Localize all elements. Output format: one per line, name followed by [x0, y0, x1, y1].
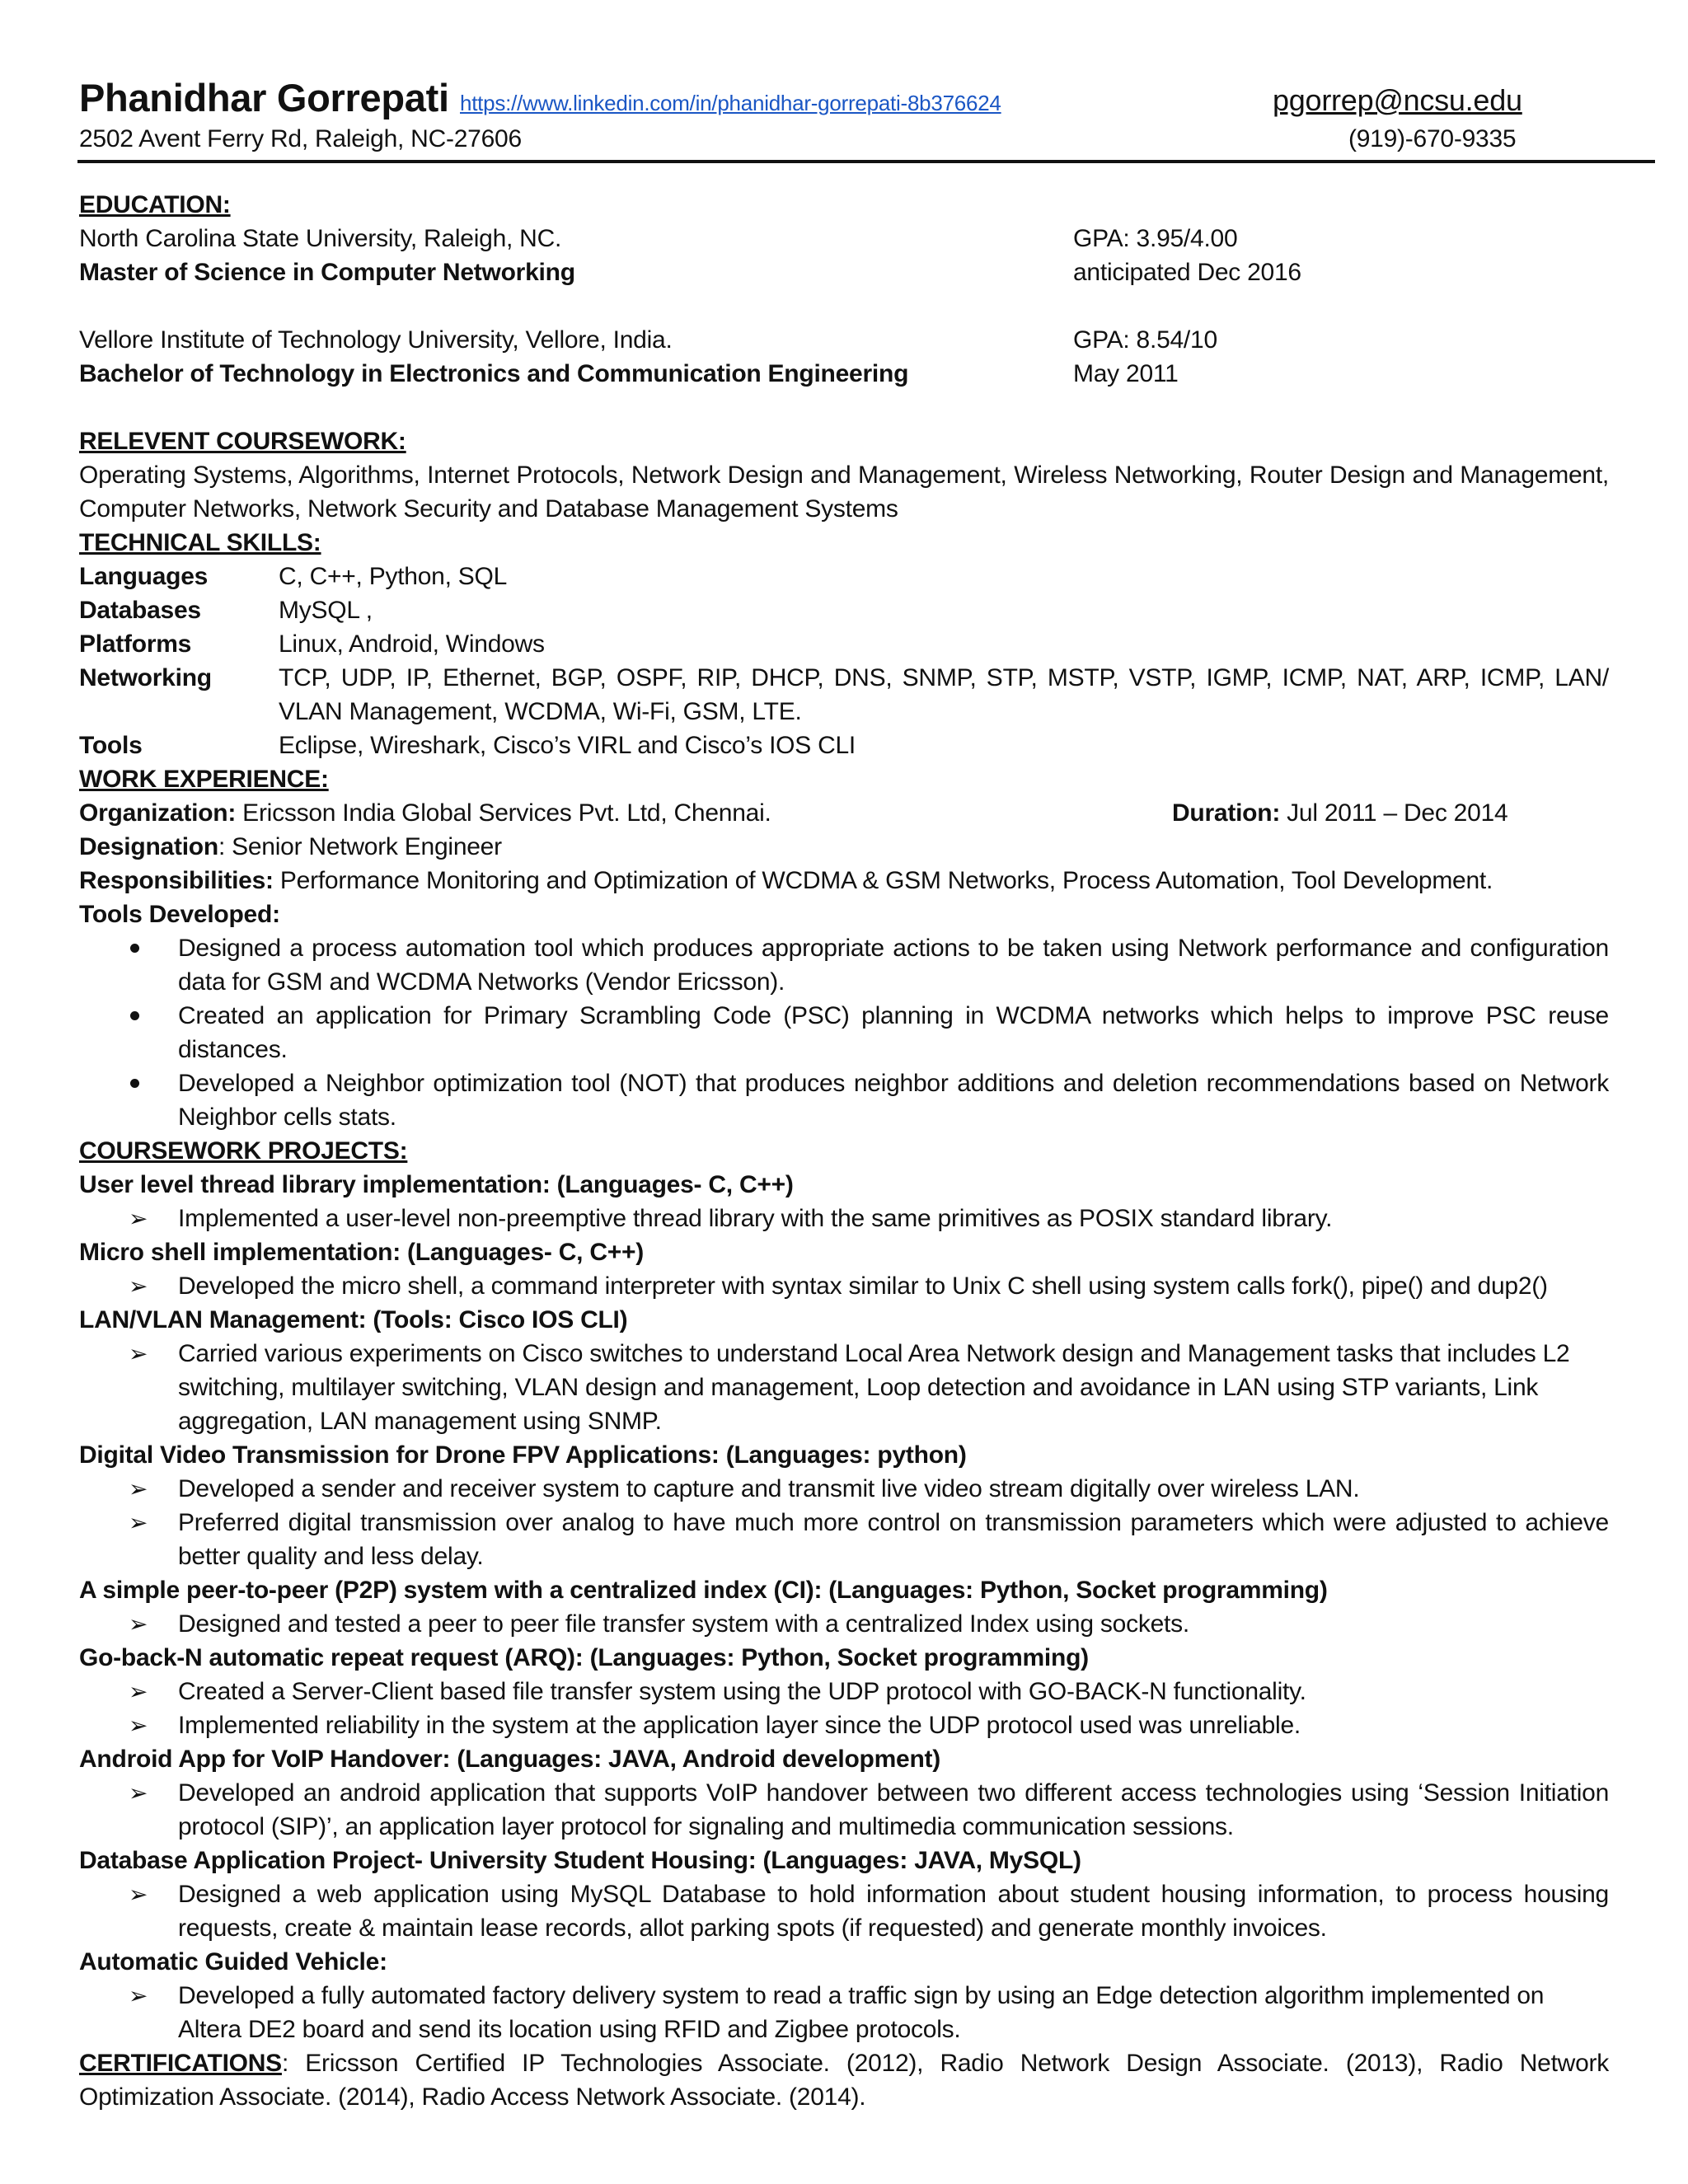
point-text: Preferred digital transmission over analog to have much more control on transmission parameters which were adjusted to achieve better quality and less delay.	[178, 1509, 1609, 1570]
education-section	[79, 188, 1609, 424]
point-text: Created a Server-Client based file transfer system using the UDP protocol with GO-BACK-N functionality.	[178, 1678, 1306, 1705]
skill-key: Tools	[79, 732, 143, 759]
tools-developed-label: Tools Developed:	[79, 901, 280, 928]
bullet-text: Developed a Neighbor optimization tool (NOT) that produces neighbor additions and deletion recommendations based on Network Neighbor cells stats.	[178, 1070, 1609, 1131]
project-points	[79, 1269, 1609, 1303]
email-address[interactable]: pgorrep@ncsu.edu	[1273, 83, 1522, 117]
organization-line	[79, 799, 771, 827]
skill-value: Eclipse, Wireshark, Cisco’s VIRL and Cisco’s IOS CLI	[279, 732, 856, 759]
education-school-row	[79, 323, 1609, 357]
designation-label: Designation	[79, 833, 218, 860]
skill-value: TCP, UDP, IP, Ethernet, BGP, OSPF, RIP, DHCP, DNS, SNMP, STP, MSTP, VSTP, IGMP, ICMP, NAT, ARP, ICMP, LAN/ VLAN Management, WCDMA, Wi-Fi, GSM, LTE.	[279, 664, 1609, 725]
project-points	[79, 1877, 1609, 1945]
point-text: Designed and tested a peer to peer file transfer system with a centralized Index using sockets.	[178, 1610, 1189, 1638]
skill-row	[79, 593, 1609, 627]
candidate-name: Phanidhar Gorrepati	[79, 76, 449, 120]
list-item	[79, 1269, 1609, 1303]
duration-label: Duration:	[1172, 799, 1281, 827]
project-title: Database Application Project- University Student Housing: (Languages: JAVA, MySQL)	[79, 1847, 1081, 1874]
skill-row	[79, 560, 1609, 593]
point-text: Developed an android application that supports VoIP handover between two different access technologies using ‘Session Initiation protocol (SIP)’, an application layer protocol for signaling and multimedia communication sessions.	[178, 1779, 1609, 1840]
list-item	[79, 1066, 1609, 1134]
linkedin-link[interactable]: https://www.linkedin.com/in/phanidhar-gorrepati-8b376624	[460, 91, 1001, 115]
education-degree-row	[79, 255, 1609, 289]
organization-value: Ericsson India Global Services Pvt. Ltd, Chennai.	[236, 799, 771, 827]
school-name: Vellore Institute of Technology University, Vellore, India.	[79, 326, 673, 354]
arrow-bullet-icon: ➢	[129, 1341, 148, 1366]
project-points	[79, 1675, 1609, 1742]
project-title: Go-back-N automatic repeat request (ARQ): (Languages: Python, Socket programming)	[79, 1644, 1089, 1671]
experience-section	[79, 762, 1609, 1134]
degree-name: Bachelor of Technology in Electronics and Communication Engineering	[79, 360, 909, 387]
spacer	[79, 391, 1609, 424]
responsibilities-label: Responsibilities:	[79, 867, 274, 894]
projects-section	[79, 1134, 1609, 2046]
point-text: Implemented reliability in the system at the application layer since the UDP protocol used was unreliable.	[178, 1712, 1301, 1739]
skill-key: Languages	[79, 563, 209, 590]
list-item	[79, 1877, 1609, 1945]
header-top-row	[79, 74, 1609, 122]
bullet-text: Created an application for Primary Scrambling Code (PSC) planning in WCDMA networks which helps to improve PSC reuse distances.	[178, 1002, 1609, 1063]
list-item	[79, 1337, 1609, 1438]
certifications-text: : Ericsson Certified IP Technologies Associate. (2012), Radio Network Design Associate. (2013), Radio Network Optimization Associate. (2014), Radio Access Network Associate. (2014).	[79, 2050, 1609, 2111]
list-item	[79, 1979, 1609, 2046]
arrow-bullet-icon: ➢	[129, 1983, 148, 2008]
postal-address: 2502 Avent Ferry Rd, Raleigh, NC-27606	[79, 125, 522, 152]
responsibilities-value: Performance Monitoring and Optimization of WCDMA & GSM Networks, Process Automation, Tool Development.	[273, 867, 1493, 894]
skill-key: Databases	[79, 597, 201, 624]
school-name: North Carolina State University, Raleigh, NC.	[79, 225, 562, 252]
list-item	[79, 1776, 1609, 1844]
project-points	[79, 1202, 1609, 1235]
point-text: Carried various experiments on Cisco switches to understand Local Area Network design and Management tasks that includes L2 switching, multilayer switching, VLAN design and management, Loop detection and avoidance in LAN using STP variants, Link aggregation, LAN management using SNMP.	[178, 1340, 1570, 1435]
arrow-bullet-icon: ➢	[129, 1611, 148, 1637]
degree-date: anticipated Dec 2016	[1073, 259, 1301, 286]
skill-key: Networking	[79, 664, 212, 691]
project-title: Micro shell implementation: (Languages- C, C++)	[79, 1239, 645, 1266]
certifications-section	[79, 2046, 1609, 2114]
project-points	[79, 1776, 1609, 1844]
project-points	[79, 1979, 1609, 2046]
list-item	[79, 1607, 1609, 1641]
arrow-bullet-icon: ➢	[129, 1679, 148, 1704]
header-bottom-row	[79, 122, 1609, 155]
bullet-text: Designed a process automation tool which produces appropriate actions to be taken using Network performance and configuration data for GSM and WCDMA Networks (Vendor Ericsson).	[178, 935, 1609, 996]
point-text: Developed a fully automated factory delivery system to read a traffic sign by using an Edge detection algorithm implemented on Altera DE2 board and send its location using RFID and Zigbee protocols.	[178, 1982, 1545, 2043]
arrow-bullet-icon: ➢	[129, 1273, 148, 1299]
arrow-bullet-icon: ➢	[129, 1713, 148, 1738]
phone-number: (919)-670-9335	[1348, 125, 1517, 152]
list-item	[79, 1472, 1609, 1506]
project-points	[79, 1472, 1609, 1573]
skill-row	[79, 661, 1609, 729]
education-degree-row	[79, 357, 1609, 391]
designation-value: : Senior Network Engineer	[218, 833, 502, 860]
list-item	[79, 999, 1609, 1066]
arrow-bullet-icon: ➢	[129, 1780, 148, 1806]
list-item	[79, 1202, 1609, 1235]
arrow-bullet-icon: ➢	[129, 1510, 148, 1535]
project-title: A simple peer-to-peer (P2P) system with a centralized index (CI): (Languages: Python, Socket programming)	[79, 1577, 1328, 1604]
coursework-section	[79, 424, 1609, 526]
projects-heading: COURSEWORK PROJECTS:	[79, 1137, 408, 1165]
point-text: Designed a web application using MySQL Database to hold information about student housing information, to process housing requests, create & maintain lease records, allot parking spots (if requested) and generate monthly invoices.	[178, 1881, 1609, 1942]
skills-section	[79, 526, 1609, 762]
skill-value: C, C++, Python, SQL	[279, 563, 508, 590]
skill-row	[79, 729, 1609, 762]
header-divider	[77, 160, 1655, 163]
school-gpa: GPA: 8.54/10	[1073, 326, 1217, 354]
point-text: Developed the micro shell, a command interpreter with syntax similar to Unix C shell using system calls fork(), pipe() and dup2()	[178, 1272, 1548, 1300]
education-heading: EDUCATION:	[79, 191, 231, 218]
certifications-heading: CERTIFICATIONS	[79, 2050, 282, 2077]
degree-name: Master of Science in Computer Networking	[79, 259, 575, 286]
project-points	[79, 1337, 1609, 1438]
coursework-heading: RELEVENT COURSEWORK:	[79, 428, 406, 455]
project-title: Automatic Guided Vehicle:	[79, 1948, 387, 1975]
duration-line	[1172, 796, 1507, 830]
skill-value: MySQL ,	[279, 597, 373, 624]
experience-heading: WORK EXPERIENCE:	[79, 766, 329, 793]
project-title: Android App for VoIP Handover: (Languages: JAVA, Android development)	[79, 1746, 941, 1773]
degree-date: May 2011	[1073, 360, 1179, 387]
duration-value: Jul 2011 – Dec 2014	[1280, 799, 1508, 827]
list-item	[79, 1675, 1609, 1708]
spacer	[79, 289, 1609, 323]
arrow-bullet-icon: ➢	[129, 1476, 148, 1502]
education-school-row	[79, 222, 1609, 255]
responsibilities-line	[79, 864, 1609, 898]
skills-heading: TECHNICAL SKILLS:	[79, 529, 321, 556]
designation-line	[79, 830, 1609, 864]
arrow-bullet-icon: ➢	[129, 1882, 148, 1907]
project-title: Digital Video Transmission for Drone FPV Applications: (Languages: python)	[79, 1441, 967, 1469]
skill-key: Platforms	[79, 630, 192, 658]
skill-value: Linux, Android, Windows	[279, 630, 545, 658]
coursework-text: Operating Systems, Algorithms, Internet Protocols, Network Design and Management, Wireless Networking, Router Design and Management, Computer Networks, Network Security and Database Management Systems	[79, 462, 1609, 523]
list-item	[79, 1506, 1609, 1573]
list-item	[79, 931, 1609, 999]
point-text: Implemented a user-level non-preemptive thread library with the same primitives as POSIX standard library.	[178, 1205, 1333, 1232]
list-item	[79, 1708, 1609, 1742]
arrow-bullet-icon: ➢	[129, 1206, 148, 1231]
project-points	[79, 1607, 1609, 1641]
resume-page	[79, 74, 1609, 2114]
tools-bullet-list	[79, 931, 1609, 1134]
skill-row	[79, 627, 1609, 661]
school-gpa: GPA: 3.95/4.00	[1073, 225, 1238, 252]
organization-label: Organization:	[79, 799, 237, 827]
point-text: Developed a sender and receiver system to capture and transmit live video stream digitally over wireless LAN.	[178, 1475, 1360, 1502]
project-title: User level thread library implementation: (Languages- C, C++)	[79, 1171, 794, 1198]
project-title: LAN/VLAN Management: (Tools: Cisco IOS CLI)	[79, 1306, 628, 1333]
organization-row	[79, 796, 1609, 830]
